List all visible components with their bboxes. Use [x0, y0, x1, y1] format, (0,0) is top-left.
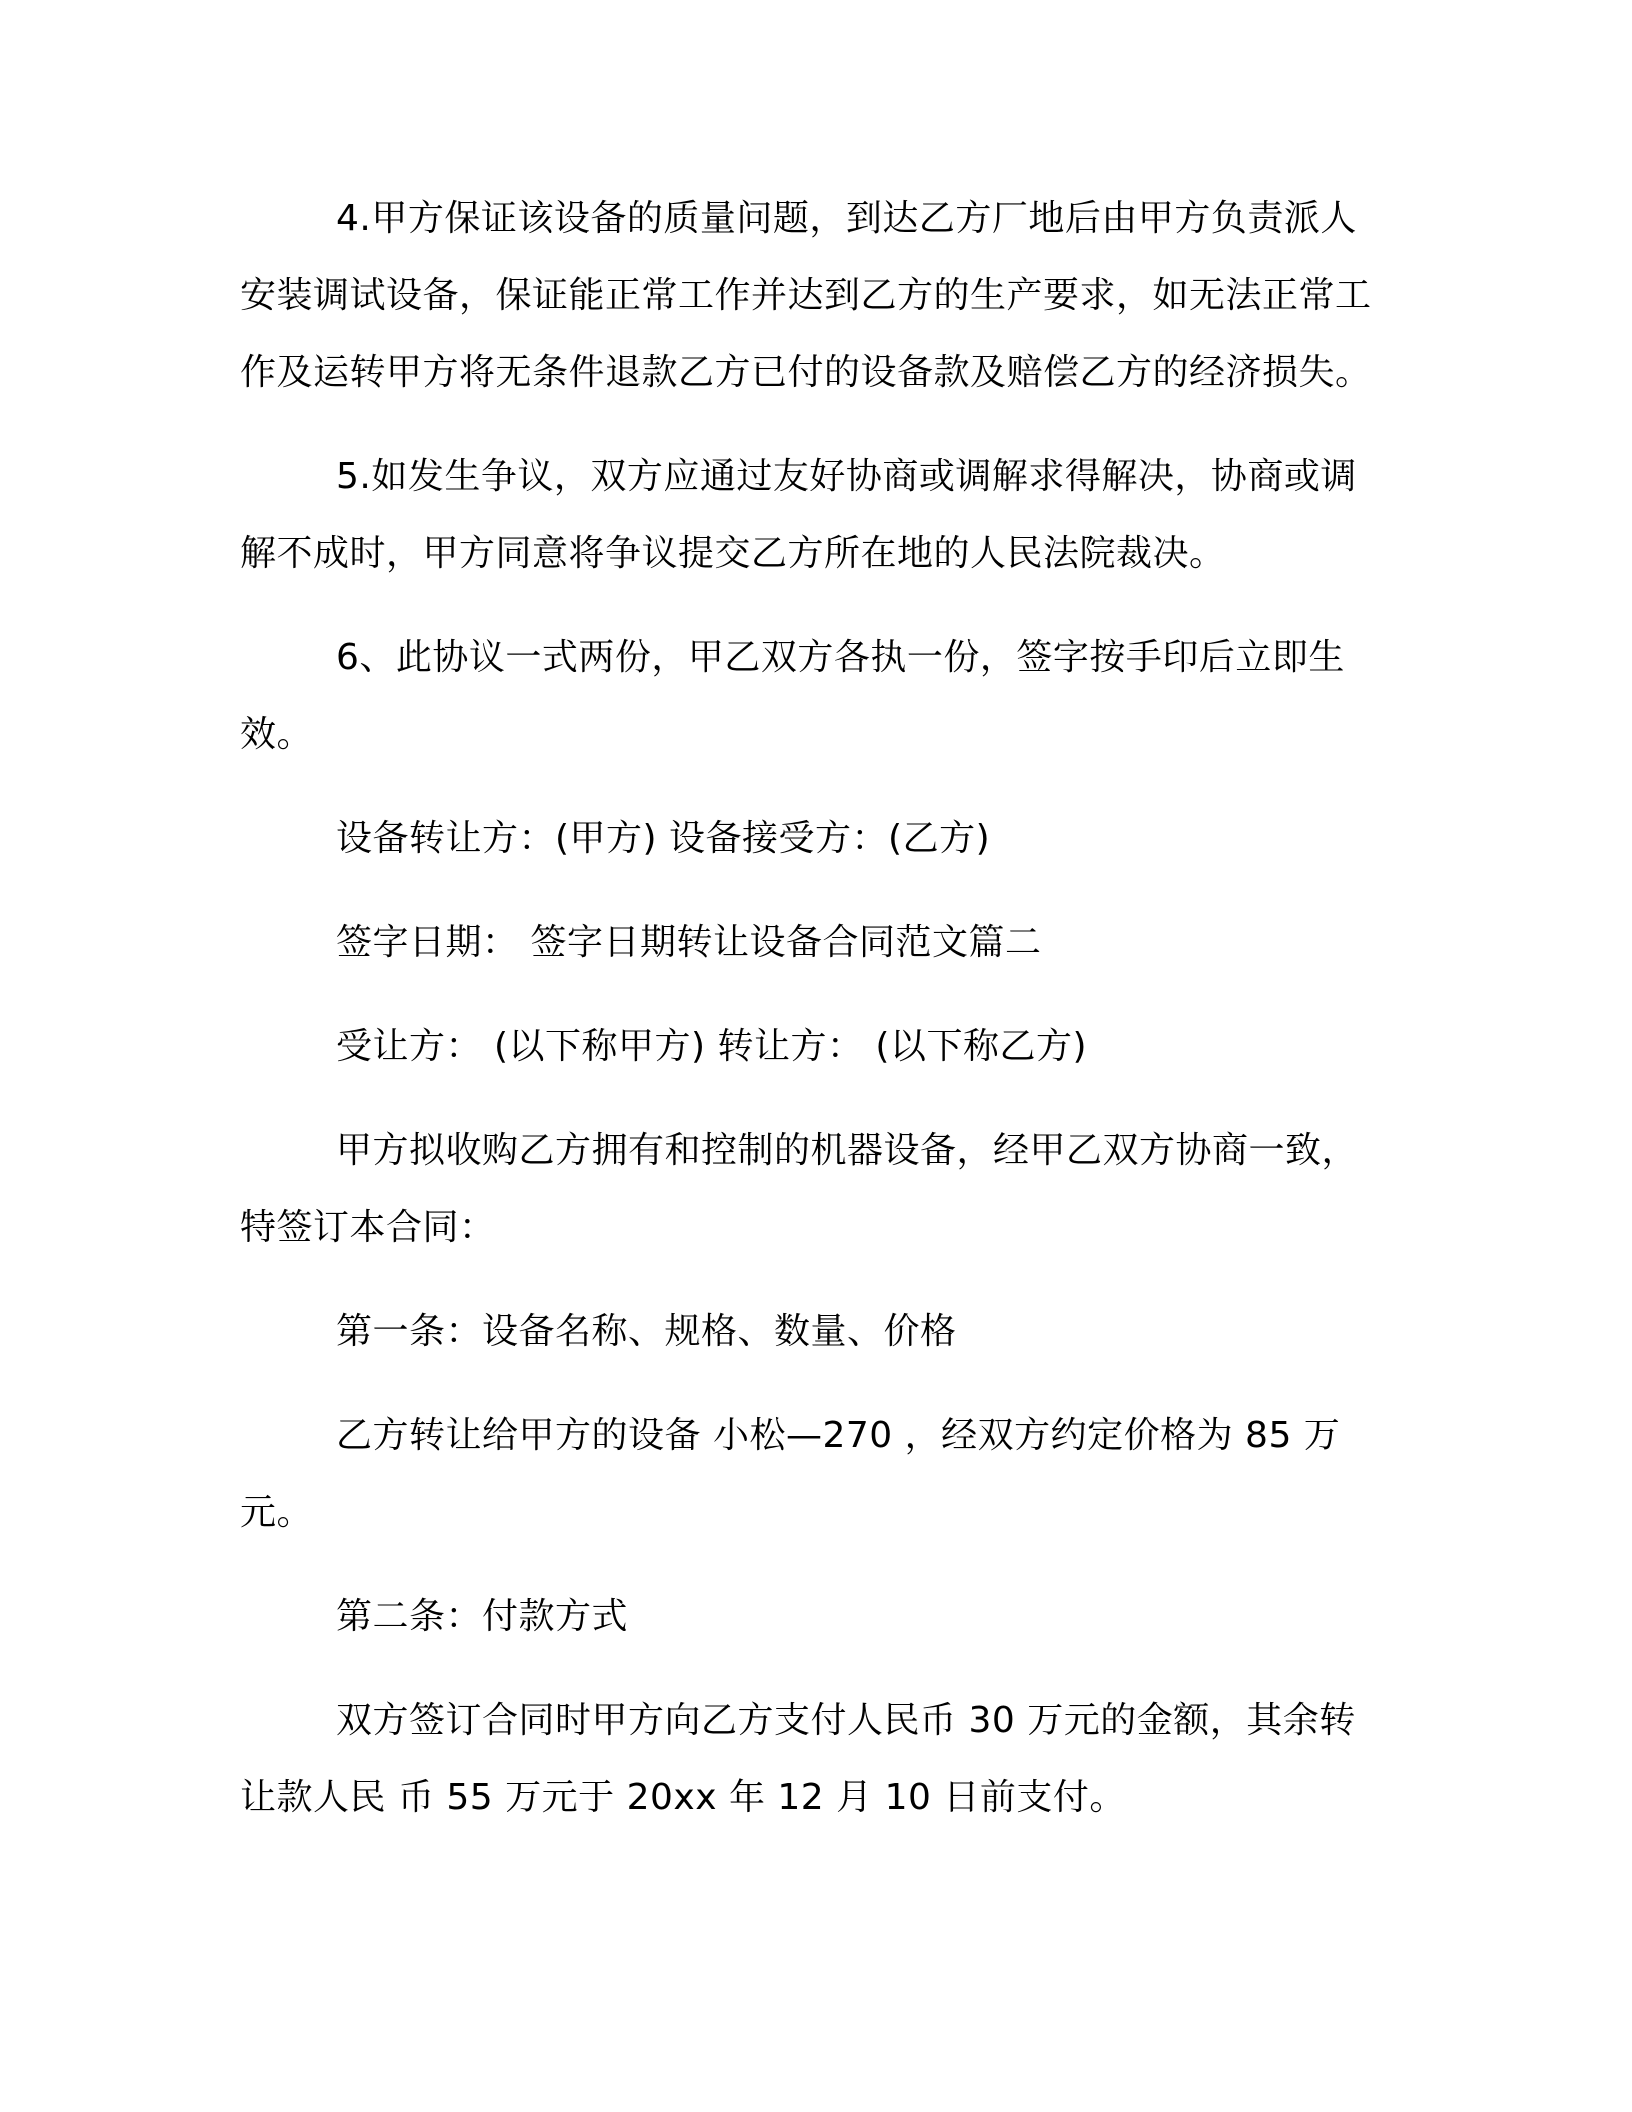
signing-date-line: 签字日期： 签字日期转让设备合同范文篇二 [336, 922, 1042, 963]
assignee-assignor-line: 受让方： (以下称甲方) 转让方： (以下称乙方) [336, 1026, 1088, 1067]
parties-line: 设备转让方：(甲方) 设备接受方：(乙方) [336, 818, 991, 859]
article-1-heading: 第一条：设备名称、规格、数量、价格 [336, 1311, 957, 1352]
clause-6-paragraph: 6、此协议一式两份，甲乙双方各执一份，签字按手印后立即生效。 [240, 637, 1345, 755]
clause-4-paragraph: 4.甲方保证该设备的质量问题，到达乙方厂地后由甲方负责派人安装调试设备，保证能正常工作并达到乙方的生产要求，如无法正常工作及运转甲方将无条件退款乙方已付的设备款及赔偿乙方的经济损失。 [240, 198, 1372, 393]
article-1-body: 乙方转让给甲方的设备 小松—270 ，经双方约定价格为 85 万元。 [240, 1415, 1341, 1533]
article-2-body: 双方签订合同时甲方向乙方支付人民币 30 万元的金额，其余转让款人民 币 55 万元于 20xx 年 12 月 10 日前支付。 [240, 1700, 1356, 1818]
preamble-paragraph: 甲方拟收购乙方拥有和控制的机器设备，经甲乙双方协商一致，特签订本合同： [240, 1130, 1359, 1248]
document-body [240, 180, 1380, 1863]
clause-5-paragraph: 5.如发生争议，双方应通过友好协商或调解求得解决，协商或调解不成时，甲方同意将争议提交乙方所在地的人民法院裁决。 [240, 456, 1357, 574]
article-2-heading: 第二条：付款方式 [336, 1596, 629, 1637]
